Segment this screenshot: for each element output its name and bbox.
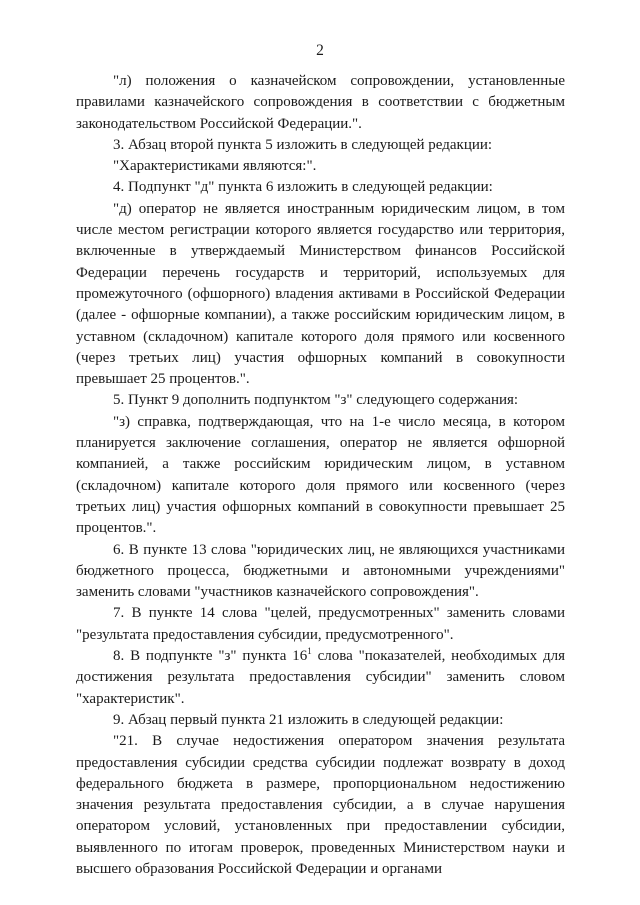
paragraph-item-8-end: слова "показателей, необходимых для достижения результата предоставления субсидии" заменить словом "характеристик". [76,648,565,707]
document-body [76,71,565,880]
paragraph-l-clause: "л) положения о казначейском сопровождении, установленные правилами казначейского сопровождения в соответствии с бюджетным законодательством Российской Федерации.". [76,73,565,132]
page-number: 2 [316,42,324,59]
paragraph-21-clause: "21. В случае недостижения оператором значения результата предоставления субсидии средства субсидии подлежат возврату в доход федерального бюджета в размере, пропорциональном недостижению значения результата предоставления субсидии, а в случае нарушения оператором условий, установленных при предоставлении субсидии, выявленного по итогам проверок, проведенных Министерством науки и высшего образования Российской Федерации и органами [76,733,565,877]
paragraph-item-4: 4. Подпункт "д" пункта 6 изложить в следующей редакции: [113,179,493,196]
paragraph-item-8-start: 8. В подпункте "з" пункта 16 [113,648,308,665]
paragraph-d-clause: "д) оператор не является иностранным юридическим лицом, в том числе местом регистрации которого является государство или территория, включенные в утверждаемый Министерством финансов Российской Федерации перечень государств и территорий, используемых для промежуточного (офшорного) владения активами в Российской Федерации (далее - офшорные компании), а также российским юридическим лицом, в уставном (складочном) капитале которого доля прямого или косвенного (через третьих лиц) участия офшорных компаний в совокупности превышает 25 процентов.". [76,200,565,388]
superscript-one: 1 [307,646,312,657]
paragraph-item-9: 9. Абзац первый пункта 21 изложить в следующей редакции: [113,711,504,728]
paragraph-item-5: 5. Пункт 9 дополнить подпунктом "з" следующего содержания: [113,392,519,409]
paragraph-z-clause: "з) справка, подтверждающая, что на 1-е число месяца, в котором планируется заключение соглашения, оператор не является офшорной компанией, а также российским юридическим лицом, в уставном (складочном) капитале которого доля прямого или косвенного (через третьих лиц) участия офшорных компаний в совокупности превышает 25 процентов.". [76,413,565,537]
paragraph-item-8 [76,646,565,710]
paragraph-item-7: 7. В пункте 14 слова "целей, предусмотренных" заменить словами "результата предоставления субсидии, предусмотренного". [76,605,565,643]
paragraph-item-6: 6. В пункте 13 слова "юридических лиц, не являющихся участниками бюджетного процесса, бюджетными и автономными учреждениями" заменить словами "участников казначейского сопровождения". [76,541,565,601]
paragraph-item-3: 3. Абзац второй пункта 5 изложить в следующей редакции: [113,136,493,153]
paragraph-characteristics: "Характеристиками являются:". [113,158,317,175]
